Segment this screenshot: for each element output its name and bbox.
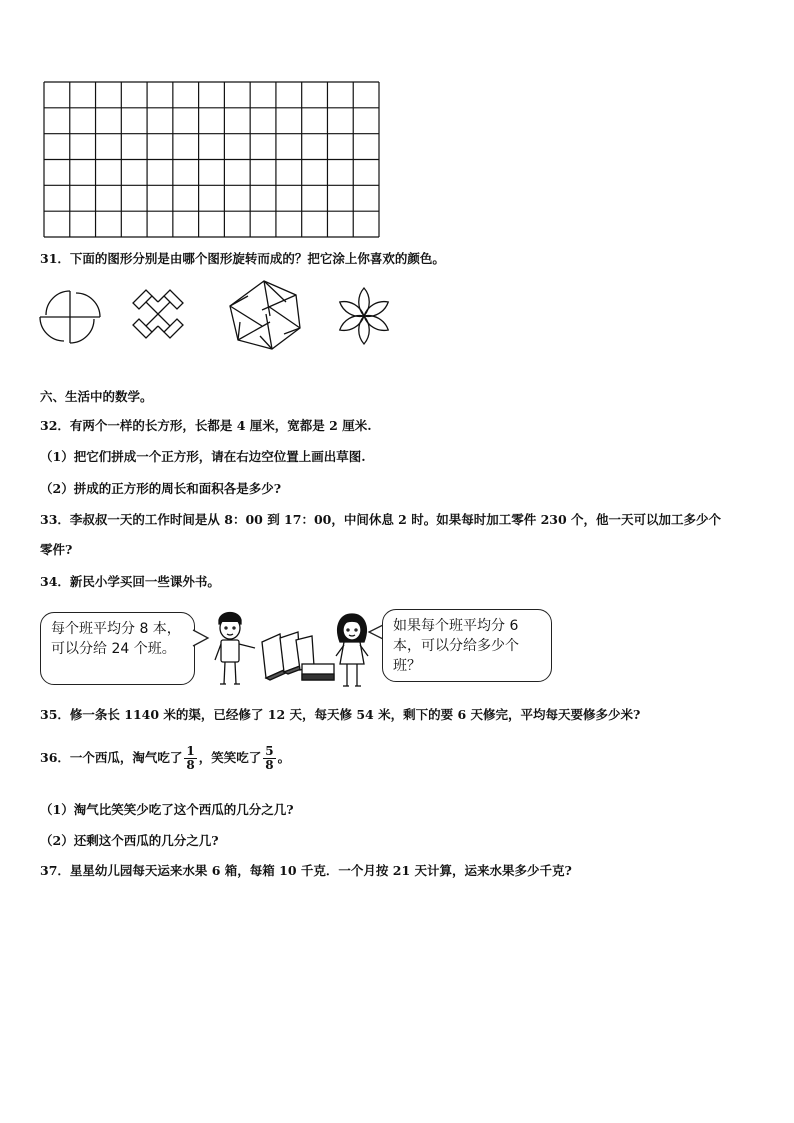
fraction-numerator: 1 [186, 744, 195, 758]
speech-bubble-left: 每个班平均分 8 本，可以分给 24 个班。 [40, 612, 195, 685]
question-33-line-2: 零件? [40, 542, 73, 557]
question-36-middle: ，笑笑吃了 [198, 750, 262, 765]
question-33-line-1: 33．李叔叔一天的工作时间是从 8：00 到 17：00，中间休息 2 时。如果每时加工零件 230 个，他一天可以加工多少个 [40, 512, 722, 527]
hexagon-figure [226, 278, 304, 352]
question-36 [40, 743, 290, 773]
fraction-denominator: 8 [265, 758, 274, 772]
fraction-denominator: 8 [186, 758, 195, 772]
fraction-one-eighth [184, 745, 196, 772]
books-illustration [258, 630, 338, 684]
question-36-part-1: （1）淘气比笑笑少吃了这个西瓜的几分之几? [40, 802, 294, 817]
question-32-part-1: （1）把它们拼成一个正方形，请在右边空位置上画出草图. [40, 449, 366, 464]
speech-bubble-right: 如果每个班平均分 6 本，可以分给多少个班？ [382, 609, 552, 682]
question-32-part-2: （2）拼成的正方形的周长和面积各是多少? [40, 481, 282, 496]
question-35: 35．修一条长 1140 米的渠，已经修了 12 天，每天修 54 米，剩下的要 6 天修完，平均每天要修多少米? [40, 707, 641, 722]
question-36-suffix: 。 [277, 750, 291, 765]
flower-figure [332, 285, 396, 347]
question-37: 37．星星幼儿园每天运来水果 6 箱，每箱 10 千克．一个月按 21 天计算，运来水果多少千克? [40, 863, 572, 878]
fraction-five-eighths [263, 745, 275, 772]
question-36-prefix: 36．一个西瓜，淘气吃了 [40, 750, 183, 765]
section-title: 六、生活中的数学。 [40, 389, 153, 404]
cross-square-figure [130, 287, 186, 341]
square-grid [43, 81, 380, 238]
fraction-numerator: 5 [265, 744, 274, 758]
boy-illustration [205, 608, 261, 690]
question-36-part-2: （2）还剩这个西瓜的几分之几? [40, 833, 219, 848]
pinwheel-figure [36, 287, 104, 347]
question-31: 31．下面的图形分别是由哪个图形旋转而成的？把它涂上你喜欢的颜色。 [40, 251, 445, 266]
question-32: 32．有两个一样的长方形，长都是 4 厘米，宽都是 2 厘米. [40, 418, 372, 433]
question-34: 34．新民小学买回一些课外书。 [40, 574, 220, 589]
